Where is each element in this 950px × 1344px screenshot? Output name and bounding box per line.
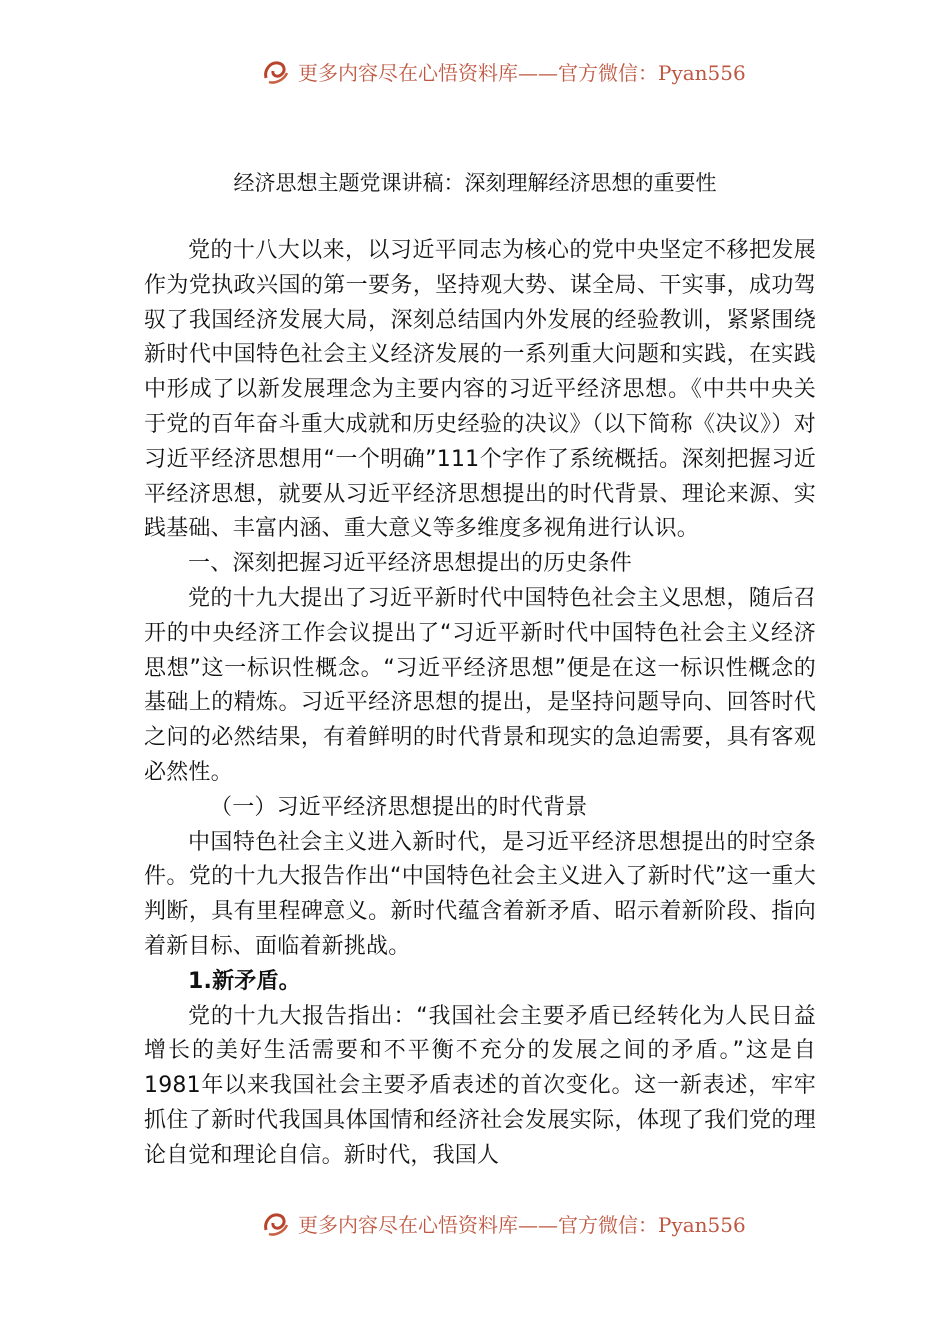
subsection-heading: （一）习近平经济思想提出的时代背景 [210, 794, 588, 820]
section-heading: 一、深刻把握习近平经济思想提出的历史条件 [188, 551, 633, 577]
point-heading: 1.新矛盾。 [188, 968, 301, 994]
paragraph: 中国特色社会主义进入新时代，是习近平经济思想提出的时空条件。党的十九大报告作出“中国特色社会主义进入了新时代”这一重大判断，具有里程碑意义。新时代蕴含着新矛盾、昭示着新阶段、指向着新目标、面临着新挑战。 [144, 829, 816, 959]
logo-icon [260, 56, 290, 86]
paragraph: 党的十九大报告指出：“我国社会主要矛盾已经转化为人民日益增长的美好生活需要和不平衡不充分的发展之间的矛盾。”这是自1981年以来我国社会主要矛盾表述的首次变化。这一新表述，牢牢抓住了新时代我国具体国情和经济社会发展实际，体现了我们党的理论自觉和理论自信。新时代，我国人 [144, 1003, 816, 1168]
paragraph-intro: 党的十八大以来，以习近平同志为核心的党中央坚定不移把发展作为党执政兴国的第一要务，坚持观大势、谋全局、干实事，成功驾驭了我国经济发展大局，深刻总结国内外发展的经验教训，紧紧围绕新时代中国特色社会主义经济发展的一系列重大问题和实践，在实践中形成了以新发展理念为主要内容的习近平经济思想。《中共中央关于党的百年奋斗重大成就和历史经验的决议》（以下简称《决议》）对习近平经济思想用“一个明确”111个字作了系统概括。深刻把握习近平经济思想，就要从习近平经济思想提出的时代背景、理论来源、实践基础、丰富内涵、重大意义等多维度多视角进行认识。 [144, 238, 816, 542]
paragraph: 党的十九大提出了习近平新时代中国特色社会主义思想，随后召开的中央经济工作会议提出了“习近平新时代中国特色社会主义经济思想”这一标识性概念。“习近平经济思想”便是在这一标识性概念的基础上的精炼。习近平经济思想的提出，是坚持问题导向、回答时代之问的必然结果，有着鲜明的时代背景和现实的急迫需要，具有客观必然性。 [144, 585, 816, 785]
document-body [144, 234, 816, 1174]
watermark-top [260, 54, 780, 88]
watermark-text: 更多内容尽在心悟资料库——官方微信：Pyan556 [298, 60, 746, 85]
logo-icon [260, 1208, 290, 1238]
watermark-text: 更多内容尽在心悟资料库——官方微信：Pyan556 [298, 1212, 746, 1237]
document-title: 经济思想主题党课讲稿：深刻理解经济思想的重要性 [233, 171, 717, 195]
watermark-bottom [260, 1206, 780, 1240]
